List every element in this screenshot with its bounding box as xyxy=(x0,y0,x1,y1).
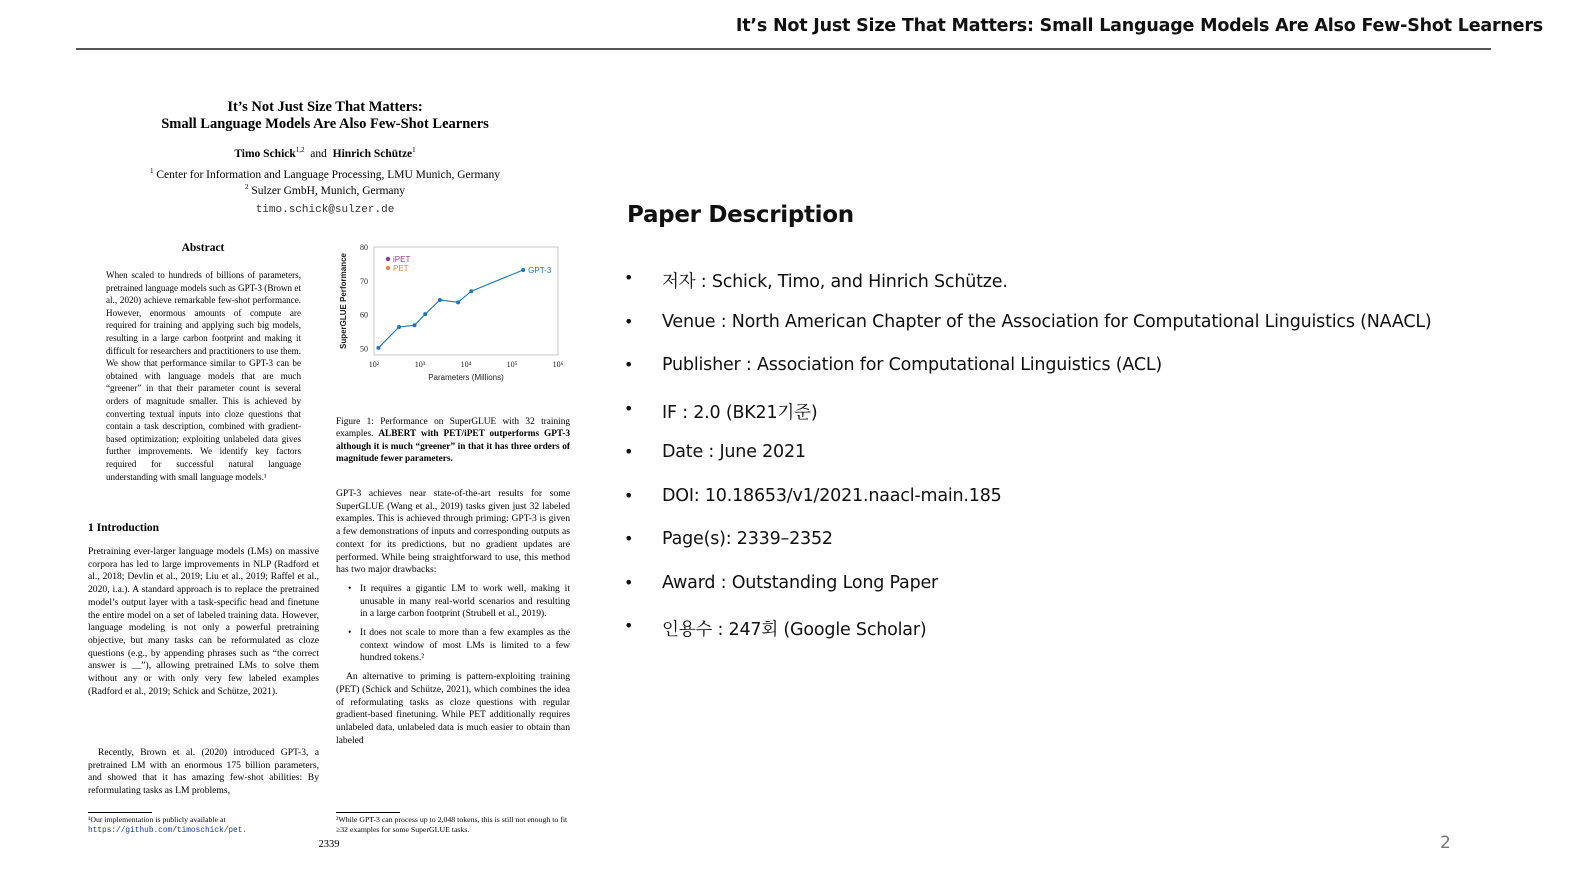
author2: Hinrich Schütze xyxy=(332,147,413,160)
affil1-text: Center for Information and Language Processing, LMU Munich, Germany xyxy=(156,168,500,181)
data-point-2 xyxy=(413,323,417,327)
footnote-1-link[interactable]: https://github.com/timoschick/pet. xyxy=(88,827,248,835)
desc-item-pages: • Page(s): 2339–2352 xyxy=(620,529,1432,573)
footnote-rule-right xyxy=(336,812,400,813)
x-tick-label-4: 10⁶ xyxy=(552,360,564,369)
affil2-text: Sulzer GmbH, Munich, Germany xyxy=(251,184,405,197)
legend-label-pet: PET xyxy=(393,264,409,273)
description-list xyxy=(620,268,1432,660)
author2-sup: 1 xyxy=(412,146,416,154)
data-point-5 xyxy=(456,300,460,304)
paper-authors xyxy=(60,146,590,160)
abstract-text: When scaled to hundreds of billions of parameters, pretrained language models such as GPT-3 (Brown et al., 2020) achieve remarkable few-shot performance. However, enormous amounts of compute are required for training and applying such big models, resulting in a large carbon footprint and making it difficult for researchers and practitioners to use them. We show that performance similar to GPT-3 can be obtained with language models that are much “greener” in that their parameter count is several orders of magnitude smaller. This is achieved by converting textual inputs into cloze questions that contain a task description, combined with gradient-based optimization; exploiting unlabeled data gives further improvements. We identify key factors required for successful natural language understanding with small language models.¹ xyxy=(106,270,301,482)
series-annotation-gpt3: GPT-3 xyxy=(528,265,552,275)
intro-paragraph-1: Pretraining ever-larger language models (LMs) on massive corpora has led to large improvements in NLP (Radford et al., 2018; Devlin et al., 2019; Liu et al., 2019; Raffel et al., 2020, i.a.). A standard approach is to replace the pretrained model’s output layer with a task-specific head and finetune the entire model on a set of labeled training data. However, language modeling is not only a powerful pretraining objective, but many tasks can be reformulated as cloze questions (e.g., by appending phrases such as “the correct answer is __”), allowing pretrained LMs to solve them without any or with only very few labeled examples (Radford et al., 2019; Schick and Schütze, 2021). xyxy=(88,546,319,697)
affiliation-1 xyxy=(60,167,590,181)
data-point-3 xyxy=(423,312,427,316)
figure-caption-plain: Figure 1: Performance on SuperGLUE with 32 training examples. xyxy=(336,417,570,440)
paper-title-line1: It’s Not Just Size That Matters: xyxy=(227,99,423,115)
legend-marker-ipet xyxy=(386,257,390,261)
data-point-0 xyxy=(376,346,380,350)
data-point-6 xyxy=(469,289,473,293)
abstract-heading: Abstract xyxy=(181,242,225,254)
y-tick-label-50: 50 xyxy=(360,344,368,354)
intro-heading: 1 Introduction xyxy=(88,522,160,534)
drawback-bullet-1: • It requires a gigantic LM to work well, making it unusable in many real-world scenarios and resulting in a large carbon footprint (Strubell et al., 2019). xyxy=(346,583,570,621)
legend-marker-pet xyxy=(386,266,390,270)
footnote-rule-left xyxy=(88,812,152,813)
paper-email: timo.schick@sulzer.de xyxy=(255,204,395,216)
x-tick-label-0: 10² xyxy=(368,360,380,369)
data-point-7 xyxy=(521,268,525,272)
author-and: and xyxy=(310,147,327,160)
desc-item-author: • 저자 : Schick, Timo, and Hinrich Schütze. xyxy=(620,268,1432,312)
desc-item-date: • Date : June 2021 xyxy=(620,442,1432,486)
data-point-1 xyxy=(397,325,401,329)
paper-page-number: 2339 xyxy=(318,839,340,850)
y-tick-label-70: 70 xyxy=(360,276,368,286)
right-column-text xyxy=(336,488,570,747)
desc-item-award: • Award : Outstanding Long Paper xyxy=(620,573,1432,617)
performance-chart xyxy=(330,235,578,410)
right-paragraph-2: An alternative to priming is pattern-exploiting training (PET) (Schick and Schütze, 2021), which combines the idea of reformulating tasks as cloze questions with regular gradient-based finetuning. While PET additionally requires unlabeled data, unlabeled data is much easier to obtain than labeled xyxy=(336,671,570,746)
footnote-2: ²While GPT-3 can process up to 2,048 tokens, this is still not enough to fit ≥32 examples for some SuperGLUE tasks. xyxy=(336,815,568,834)
title-divider xyxy=(76,48,1491,50)
author1: Timo Schick xyxy=(234,147,296,160)
slide-title: It’s Not Just Size That Matters: Small Language Models Are Also Few-Shot Learners xyxy=(735,16,1543,36)
y-tick-label-80: 80 xyxy=(360,243,368,252)
x-axis-label: Parameters (Millions) xyxy=(428,373,504,382)
affil1-sup: 1 xyxy=(149,167,154,175)
right-paragraph-1: GPT-3 achieves near state-of-the-art results for some SuperGLUE (Wang et al., 2019) tasks given just 32 labeled examples. This is achieved through priming: GPT-3 is given a few demonstrations of inputs and corresponding outputs as context for its predictions, but no gradient updates are performed. While being straightforward to use, this method has two major drawbacks: xyxy=(336,488,570,576)
figure-caption-bold: ALBERT with PET/iPET outperforms GPT-3 although it is much “greener” in that it has three orders of magnitude fewer parameters. xyxy=(336,429,570,464)
legend-label-ipet: iPET xyxy=(393,255,411,264)
figure-caption xyxy=(336,416,570,465)
paper-title-line2: Small Language Models Are Also Few-Shot Learners xyxy=(161,116,489,132)
x-tick-label-3: 10⁵ xyxy=(506,360,518,369)
intro-paragraph-2: Recently, Brown et al. (2020) introduced GPT-3, a pretrained LM with an enormous 175 billion parameters, and showed that it has amazing few-shot abilities: By reformulating tasks as LM problems, xyxy=(88,747,319,797)
footnote-1-text: ¹Our implementation is publicly available at xyxy=(88,815,226,824)
affil2-sup: 2 xyxy=(245,183,249,191)
desc-item-venue: • Venue : North American Chapter of the Association for Computational Linguistics (NAACL) xyxy=(620,312,1432,356)
desc-item-citations: • 인용수 : 247회 (Google Scholar) xyxy=(620,616,1432,660)
series-line-gpt3 xyxy=(378,270,523,348)
desc-item-publisher: • Publisher : Association for Computational Linguistics (ACL) xyxy=(620,355,1432,399)
footnote-1 xyxy=(88,815,323,836)
paper-title xyxy=(60,99,590,133)
author1-sup: 1,2 xyxy=(295,146,305,154)
x-tick-label-2: 10⁴ xyxy=(460,360,472,369)
data-point-4 xyxy=(438,298,442,302)
y-axis-label: SuperGLUE Performance xyxy=(339,252,348,350)
slide-number: 2 xyxy=(1440,833,1451,853)
drawback-bullet-2: • It does not scale to more than a few examples as the context window of most LMs is limited to a few hundred tokens.² xyxy=(346,627,570,665)
description-title: Paper Description xyxy=(627,202,854,228)
desc-item-if: • IF : 2.0 (BK21기준) xyxy=(620,399,1432,443)
y-tick-label-60: 60 xyxy=(360,310,368,320)
x-tick-label-1: 10³ xyxy=(414,360,426,369)
affiliation-2 xyxy=(60,183,590,197)
desc-item-doi: • DOI: 10.18653/v1/2021.naacl-main.185 xyxy=(620,486,1432,530)
paper-first-page-image xyxy=(60,85,588,860)
